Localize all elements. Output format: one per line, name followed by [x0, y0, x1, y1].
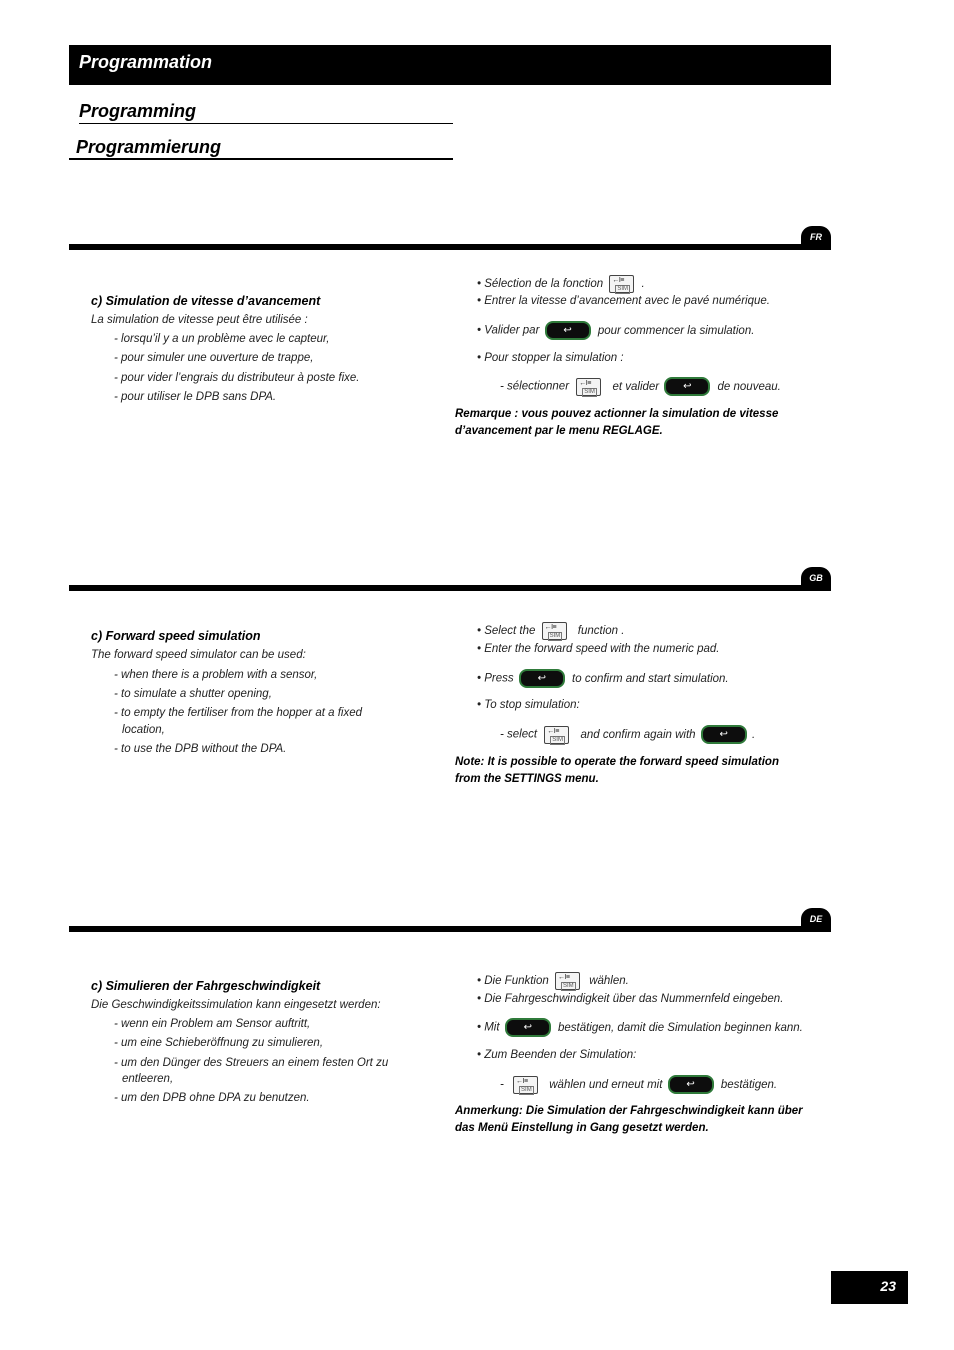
- step-stop-de: • Zum Beenden der Simulation:: [477, 1049, 637, 1061]
- step-text: • Press: [477, 672, 514, 685]
- step-text: et valider: [612, 380, 660, 393]
- enter-key-icon: ↩: [668, 1075, 714, 1094]
- list-item: - to use the DPB without the DPA.: [114, 743, 287, 755]
- page-title-gb: Programming: [79, 101, 197, 121]
- step-text: -: [500, 1078, 504, 1091]
- page-title-fr: Programmation: [79, 52, 213, 72]
- section-rule-fr: [69, 244, 831, 250]
- section-intro-gb: The forward speed simulator can be used:: [91, 649, 306, 661]
- enter-key-icon: ↩: [519, 669, 565, 688]
- step-reselect-fr: [500, 377, 781, 396]
- step-stop-fr: • Pour stopper la simulation :: [477, 352, 624, 364]
- enter-key-icon: ↩: [664, 377, 710, 396]
- enter-key-icon: ↩: [701, 725, 747, 744]
- step-text: .: [751, 728, 756, 741]
- list-item: location,: [122, 724, 165, 736]
- step-select-fr: [477, 275, 645, 293]
- step-text: .: [641, 278, 645, 291]
- list-item: - lorsqu’il y a un problème avec le capteur,: [114, 333, 330, 345]
- title-de-underline: [69, 158, 453, 160]
- step-text: pour commencer la simulation.: [597, 324, 755, 337]
- step-text: • Select the: [477, 625, 536, 638]
- step-text: de nouveau.: [717, 380, 781, 393]
- list-item: - pour simuler une ouverture de trappe,: [114, 352, 314, 364]
- step-press-gb: [477, 669, 729, 688]
- list-item: - wenn ein Problem am Sensor auftritt,: [114, 1018, 311, 1030]
- step-text: • Mit: [477, 1021, 500, 1034]
- section-title-fr: c) Simulation de vitesse d’avancement: [91, 294, 321, 308]
- step-text: function .: [577, 625, 625, 638]
- step-text: - select: [500, 728, 538, 741]
- step-text: wählen und erneut mit: [549, 1078, 663, 1091]
- lang-tab-gb: GB: [801, 567, 831, 589]
- sim-function-icon: ←I≡ SIM: [576, 378, 601, 396]
- list-item: - when there is a problem with a sensor,: [114, 669, 318, 681]
- step-enter-speed-de: • Die Fahrgeschwindigkeit über das Nummernfeld eingeben.: [477, 993, 784, 1005]
- step-text: - sélectionner: [500, 380, 570, 393]
- section-title-de: c) Simulieren der Fahrgeschwindigkeit: [91, 979, 321, 993]
- list-item: - um eine Schieberöffnung zu simulieren,: [114, 1037, 324, 1049]
- sim-function-icon: ←I≡ SIM: [513, 1076, 538, 1094]
- step-text: • Die Funktion: [477, 975, 549, 988]
- step-select-de: [477, 972, 629, 990]
- section-intro-fr: La simulation de vitesse peut être utilisée :: [91, 314, 308, 326]
- step-select-gb: [477, 622, 624, 640]
- step-stop-gb: • To stop simulation:: [477, 699, 580, 711]
- lang-tab-de: DE: [801, 908, 831, 930]
- step-reselect-gb: [500, 725, 755, 744]
- list-item: - to empty the fertiliser from the hopper at a fixed: [114, 707, 363, 719]
- step-text: • Sélection de la fonction: [477, 278, 604, 291]
- list-item: - pour vider l’engrais du distributeur à poste fixe.: [114, 372, 360, 384]
- step-confirm-de: [477, 1018, 803, 1037]
- list-item: entleeren,: [122, 1073, 174, 1085]
- sim-function-icon: ←I≡ SIM: [542, 622, 567, 640]
- enter-key-icon: ↩: [505, 1018, 551, 1037]
- sim-function-icon: ←I≡ SIM: [555, 972, 580, 990]
- step-text: and confirm again with: [580, 728, 696, 741]
- page-title-de: Programmierung: [76, 137, 222, 157]
- title-gb-underline: [79, 123, 453, 124]
- lang-tab-fr: FR: [801, 226, 831, 248]
- sim-function-icon: ←I≡ SIM: [544, 726, 569, 744]
- note-gb: Note: It is possible to operate the forward speed simulation from the SETTINGS menu.: [455, 756, 779, 785]
- note-fr: Remarque : vous pouvez actionner la simulation de vitesse d’avancement par le menu REGLAGE.: [455, 408, 779, 437]
- step-validate-fr: [477, 321, 754, 340]
- step-enter-speed-fr: • Entrer la vitesse d’avancement avec le pavé numérique.: [477, 295, 770, 307]
- section-intro-de: Die Geschwindigkeitssimulation kann eingesetzt werden:: [91, 999, 381, 1011]
- step-reselect-de: [500, 1075, 777, 1094]
- list-item: - um den DPB ohne DPA zu benutzen.: [114, 1092, 310, 1104]
- list-item: - pour utiliser le DPB sans DPA.: [114, 391, 277, 403]
- list-item: - um den Dünger des Streuers an einem festen Ort zu: [114, 1057, 389, 1069]
- step-text: bestätigen, damit die Simulation beginnen kann.: [557, 1021, 803, 1034]
- step-text: to confirm and start simulation.: [572, 672, 729, 685]
- note-de: Anmerkung: Die Simulation der Fahrgeschwindigkeit kann über das Menü Einstellung in Gang gesetzt werden.: [455, 1105, 803, 1134]
- enter-key-icon: ↩: [545, 321, 591, 340]
- step-text: bestätigen.: [720, 1078, 778, 1091]
- section-title-gb: c) Forward speed simulation: [91, 629, 261, 643]
- sim-function-icon: ←I≡ SIM: [609, 275, 634, 293]
- list-item: - to simulate a shutter opening,: [114, 688, 272, 700]
- step-text: wählen.: [589, 975, 629, 988]
- step-text: • Valider par: [477, 324, 540, 337]
- section-rule-de: [69, 926, 831, 932]
- step-enter-speed-gb: • Enter the forward speed with the numeric pad.: [477, 643, 720, 655]
- page-number: 23: [831, 1271, 908, 1304]
- section-rule-gb: [69, 585, 831, 591]
